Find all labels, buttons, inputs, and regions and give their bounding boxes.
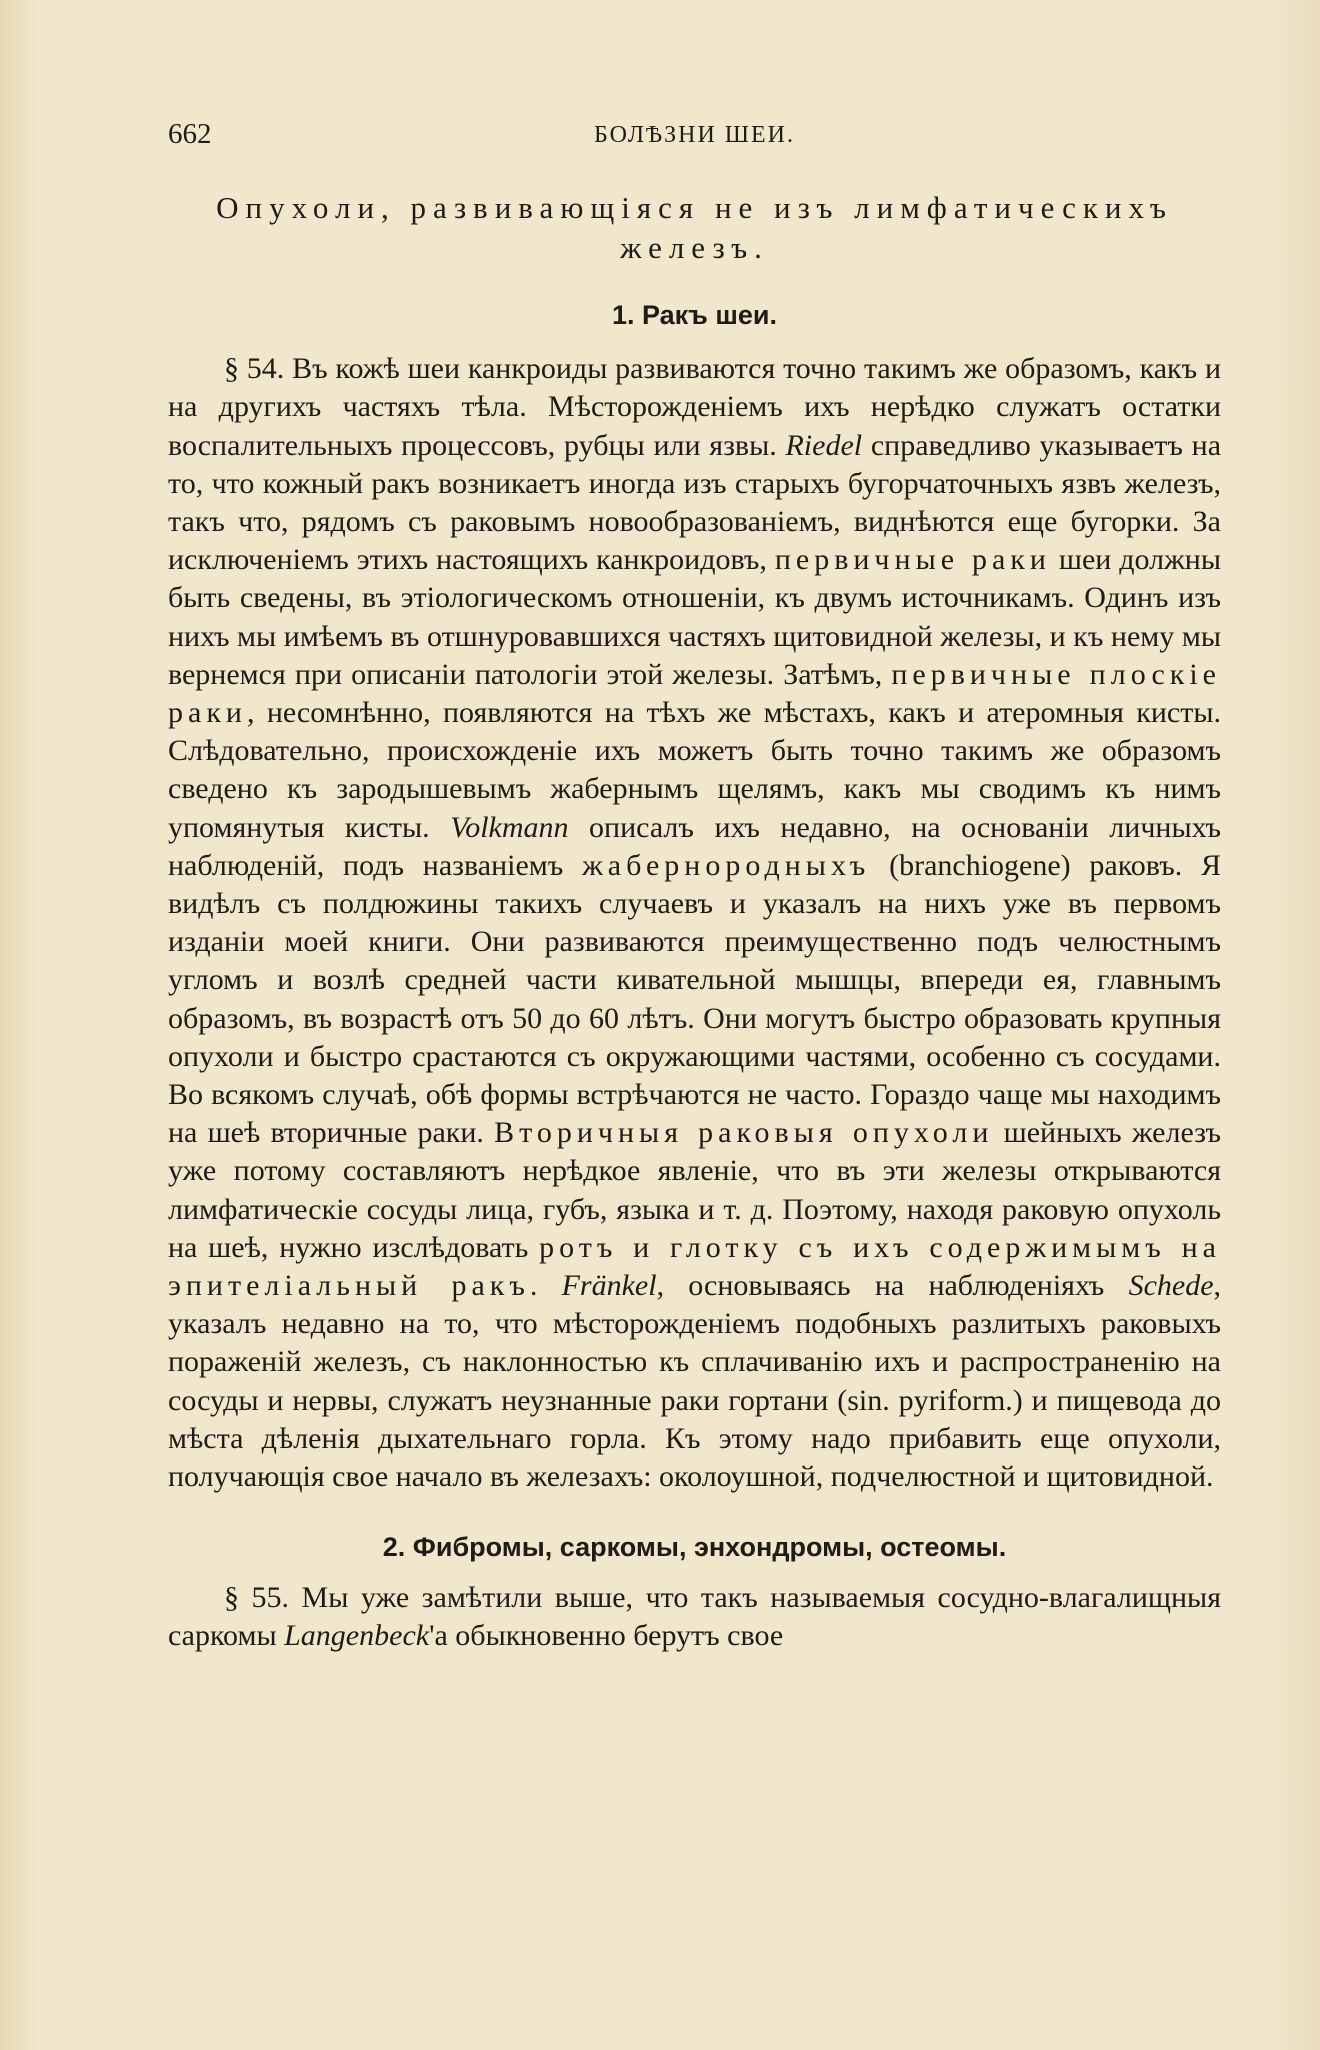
text-run: описалъ ихъ недавно, на основаніи личныхъ наблюденій, подъ названіемъ	[168, 810, 1222, 882]
text-run: (branchiogene) раковъ. Я видѣлъ съ полдюжины такихъ случаевъ и указалъ на нихъ уже въ первомъ изданіи моей книги. Они развиваются преимущественно подъ челюстнымъ угломъ и возлѣ средней части кивательной мышцы, впереди ея, главнымъ образомъ, въ возрастѣ отъ 50 до 60 лѣтъ. Они могутъ быстро образовать крупныя опухоли и быстро срастаются съ окружающими частями, особенно съ сосудами. Во всякомъ случаѣ, обѣ формы встрѣчаются не часто. Гораздо чаще мы находимъ на шеѣ вторичные раки.	[168, 848, 1222, 1150]
section-heading-cancer: 1. Ракъ шеи.	[611, 300, 777, 330]
emphasis-spaced: первичные раки	[774, 543, 1051, 577]
chapter-title-line-2: железъ.	[620, 230, 769, 265]
text-run: § 55. Мы уже замѣтили выше, что такъ называемыя сосудно-влагалищныя саркомы	[168, 1580, 1221, 1652]
emphasis-spaced: первичные плоскіе раки	[168, 657, 1221, 730]
author-name: Volkmann	[450, 810, 569, 844]
text-run: , основываясь на наблюденіяхъ	[656, 1269, 1129, 1303]
text-run: § 54. Въ кожѣ шеи канкроиды развиваются точно такимъ же образомъ, какъ и на другихъ частяхъ тѣла. Мѣсторожденіемъ ихъ нерѣдко служатъ остатки воспалительныхъ процессовъ, рубцы или язвы.	[168, 352, 1221, 462]
running-head: БОЛѢЗНИ ШЕИ.	[593, 122, 796, 148]
page-header	[168, 118, 1221, 158]
section-heading-fibromas: 2. Фибромы, саркомы, энхондромы, остеомы.	[382, 1532, 1007, 1563]
text-run: шейныхъ железъ уже потому составляютъ нерѣдкое явленіе, что въ эти железы открываются лимфатическіе сосуды лица, губъ, языка и т. д. Поэтому, находя раковую опухоль на шеѣ, нужно изслѣдовать	[168, 1116, 1221, 1264]
author-name: Schede	[1128, 1269, 1214, 1303]
paragraph-54	[168, 350, 1221, 1496]
author-name: Langenbeck	[284, 1618, 430, 1652]
text-run: шеи должны быть сведены, въ этіологическомъ отношеніи, къ двумъ источникамъ. Одинъ изъ нихъ мы имѣемъ въ отшнуровавшихся частяхъ щитовидной железы, и къ нему мы вернемся при описаніи патологіи этой железы. Затѣмъ,	[168, 543, 1222, 691]
author-name: Fränkel	[561, 1269, 657, 1303]
text-run: .	[529, 1269, 562, 1303]
paragraph-55	[168, 1579, 1221, 1655]
page-number: 662	[168, 118, 212, 150]
chapter-title	[168, 188, 1221, 268]
text-run: 'а обыкновенно берутъ свое	[429, 1618, 784, 1652]
emphasis-spaced: жабернородныхъ	[582, 848, 871, 882]
emphasis-spaced: Вторичныя раковыя опухоли	[494, 1116, 994, 1150]
author-name: Riedel	[785, 428, 863, 462]
text-run: , несомнѣнно, появляются на тѣхъ же мѣстахъ, какъ и атеромныя кисты. Слѣдовательно, происхожденіе ихъ можетъ быть точно такимъ же образомъ сведено къ зародышевымъ жабернымъ щелямъ, какъ мы сводимъ къ нимъ упомянутыя кисты.	[168, 696, 1221, 844]
page-text	[168, 188, 1221, 1655]
emphasis-spaced: ротъ и глотку съ ихъ содержимымъ на эпителіальный ракъ	[168, 1230, 1221, 1303]
text-run: , указалъ недавно на то, что мѣсторожденіемъ подобныхъ разлитыхъ раковыхъ пораженій железъ, съ наклонностью къ сплачиванію ихъ и распространенію на сосуды и нервы, служатъ неузнанные раки гортани (sin. pyriform.) и пищевода до мѣста дѣленія дыхательнаго горла. Къ этому надо прибавить еще опухоли, получающія свое начало въ железахъ: околоушной, подчелюстной и щитовидной.	[168, 1269, 1222, 1494]
chapter-title-line-1: Опухоли, развивающіяся не изъ лимфатическихъ	[216, 190, 1173, 225]
text-run: справедливо указываетъ на то, что кожный ракъ возникаетъ иногда изъ старыхъ бугорчаточныхъ язвъ железъ, такъ что, рядомъ съ раковымъ новообразованіемъ, виднѣются еще бугорки. За исключеніемъ этихъ настоящихъ канкроидовъ,	[168, 428, 1222, 577]
